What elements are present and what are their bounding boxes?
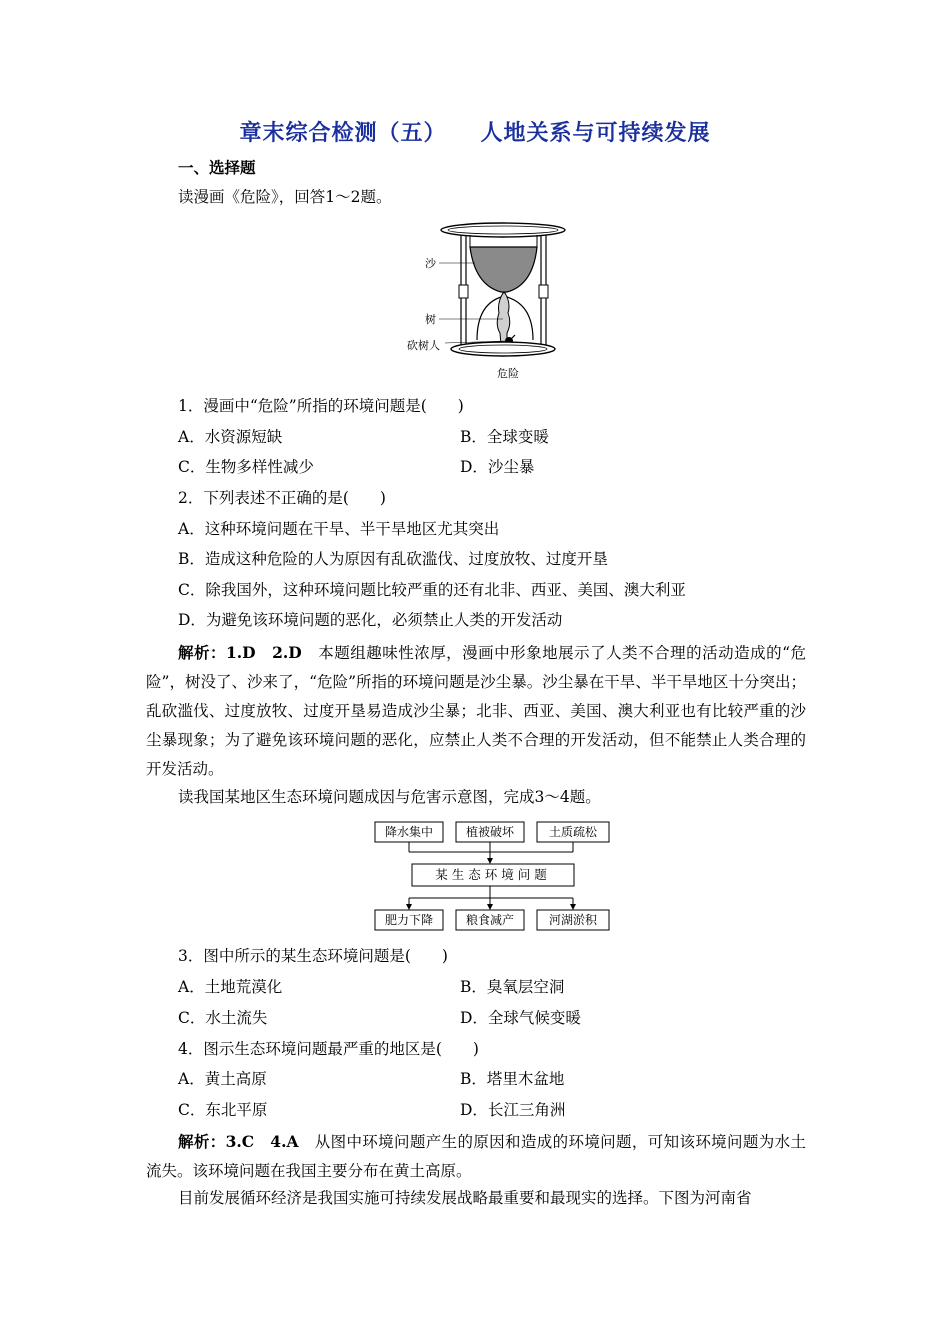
intro-text-1: 读漫画《危险》，回答1～2题。: [178, 188, 392, 206]
effect-3: 河湖淤积: [548, 913, 598, 927]
analysis-1-text: 本题组趣味性浓厚，漫画中形象地展示了人类不合理的活动造成的“危险”，树没了、沙来了，“危险”所指的环境问题是沙尘暴。沙尘暴在干旱、半干旱地区十分突出；乱砍滥伐、过度放牧、过度开垦易造成沙尘暴；北非、西亚、美国、澳大利亚也有比较严重的沙尘暴现象；为了避免该环境问题的恶化，应禁止人类不合理的开发活动，但不能禁止人类合理的开发活动。: [146, 644, 806, 778]
q4-option-a: A．黄土高原: [178, 1070, 267, 1088]
q3-option-a: A．土地荒漠化: [178, 978, 283, 996]
question-1-stem: 1．漫画中“危险”所指的环境问题是( ): [178, 397, 464, 415]
question-3-stem: 3．图中所示的某生态环境问题是( ): [178, 947, 448, 965]
question-2-stem: 2．下列表述不正确的是( ): [178, 489, 386, 507]
section-heading: 一、选择题: [178, 159, 256, 177]
q1-option-b: B．全球变暖: [460, 428, 549, 446]
analysis-1: [146, 638, 806, 784]
q4-option-c: C．东北平原: [178, 1101, 268, 1119]
q1-option-a: A．水资源短缺: [178, 428, 283, 446]
analysis-1-label: 解析：1.D 2.D: [178, 643, 302, 662]
cause-2: 植被破坏: [465, 825, 515, 839]
label-sand: 沙: [425, 257, 436, 270]
analysis-2: [146, 1127, 806, 1186]
q4-option-b: B．塔里木盆地: [460, 1070, 565, 1088]
q2-option-a: A．这种环境问题在干旱、半干旱地区尤其突出: [178, 520, 500, 538]
hourglass-cartoon: [407, 215, 575, 385]
title-subtitle: 人地关系与可持续发展: [480, 121, 711, 146]
q1-option-c: C．生物多样性减少: [178, 458, 314, 476]
label-tree: 树: [425, 313, 436, 326]
page-title: [0, 116, 950, 147]
cause-1: 降水集中: [384, 825, 434, 839]
q1-option-d: D．沙尘暴: [460, 458, 535, 476]
effect-1: 肥力下降: [384, 913, 434, 927]
q3-option-c: C．水土流失: [178, 1009, 268, 1027]
q2-option-d: D．为避免该环境问题的恶化，必须禁止人类的开发活动: [178, 611, 563, 629]
analysis-2-text: 从图中环境问题产生的原因和造成的环境问题，可知该环境问题为水土流失。该环境问题在我国主要分布在黄土高原。: [146, 1133, 806, 1180]
question-4-stem: 4．图示生态环境问题最严重的地区是( ): [178, 1040, 479, 1058]
cause-effect-flowchart: [370, 818, 620, 934]
effect-2: 粮食减产: [465, 913, 515, 927]
q3-option-b: B．臭氧层空洞: [460, 978, 565, 996]
sand: [470, 247, 537, 292]
q4-option-d: D．长江三角洲: [460, 1101, 566, 1119]
cause-3: 土质疏松: [548, 825, 598, 839]
title-main: 章末综合检测（五）: [239, 121, 447, 146]
hourglass-caption: 危险: [497, 367, 519, 380]
closing-text: 目前发展循环经济是我国实施可持续发展战略最重要和最现实的选择。下图为河南省: [178, 1189, 752, 1207]
q2-option-c: C．除我国外，这种环境问题比较严重的还有北非、西亚、美国、澳大利亚: [178, 581, 686, 599]
intro-text-2: 读我国某地区生态环境问题成因与危害示意图，完成3～4题。: [178, 788, 601, 806]
label-cutter: 砍树人: [407, 339, 440, 352]
q3-option-d: D．全球气候变暖: [460, 1009, 581, 1027]
q2-option-b: B．造成这种危险的人为原因有乱砍滥伐、过度放牧、过度开垦: [178, 550, 608, 568]
center-problem: 某生态环境问题: [435, 867, 551, 882]
analysis-2-label: 解析：3.C 4.A: [178, 1132, 299, 1151]
